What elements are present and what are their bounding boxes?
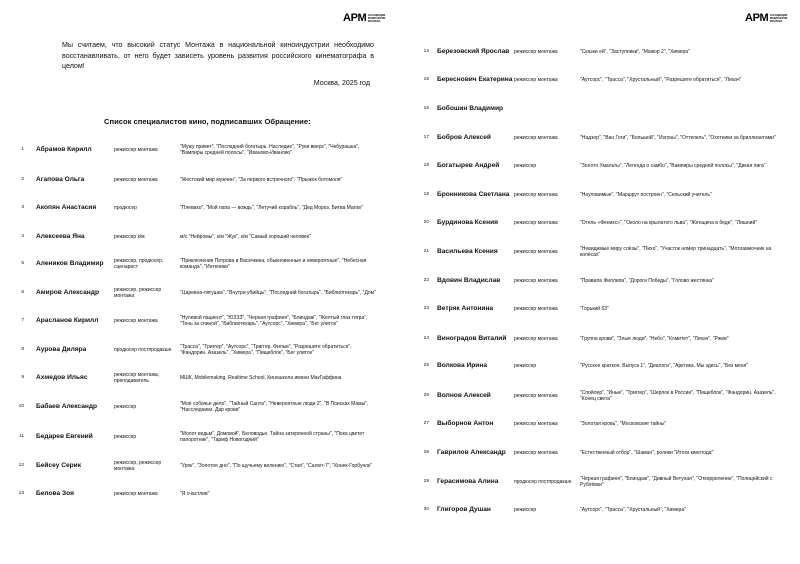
row-number: 12 bbox=[18, 463, 24, 468]
signatory-works: м/с "Нейромы", к/м "Жук", к/м "Самый хороший человек" bbox=[180, 234, 311, 240]
signatory-works: "Мужу привет", "Последний богатырь. Наследие", "Руки вверх", "Чебурашка", "Вампиры средней полосы", "Иваново-Иваново" bbox=[180, 144, 360, 157]
signatory-row bbox=[400, 126, 800, 150]
signatory-role: продюсер постпродакшн bbox=[514, 479, 572, 485]
row-number: 7 bbox=[21, 318, 24, 323]
signatory-name: Волкова Ирина bbox=[437, 362, 487, 369]
signatory-row bbox=[0, 482, 400, 506]
signatory-row bbox=[400, 240, 800, 264]
right-page bbox=[400, 0, 800, 564]
signatory-row bbox=[400, 354, 800, 378]
signatory-role: режиссер монтажа bbox=[514, 306, 558, 312]
row-number: 9 bbox=[21, 375, 24, 380]
signatory-role: режиссер bbox=[114, 404, 137, 410]
signatory-role: режиссер монтажа bbox=[114, 177, 158, 183]
signatory-role: режиссер монтажа bbox=[114, 491, 158, 497]
signatory-role: режиссер, продюсер, сценарист bbox=[114, 258, 164, 270]
logo-subtitle: АССОЦИАЦИЯ РЕЖИССЁРОВ МОНТАЖА bbox=[769, 13, 788, 23]
signatory-works: "Царевна-лягушка", "Внутри убийцы", "Последний богатырь", "Библиотекарь", "Дом" bbox=[180, 290, 376, 296]
row-number: 5 bbox=[21, 261, 24, 266]
signatory-works: "Урок", "Золотое дно", "По щучьему велению", "Стая", "Салют-7", "Конек-Горбунок" bbox=[180, 463, 372, 469]
signatory-row bbox=[0, 168, 400, 192]
row-number: 4 bbox=[21, 234, 24, 239]
signatory-row bbox=[0, 454, 400, 478]
signatory-row bbox=[400, 384, 800, 408]
signatory-name: Аурова Диляра bbox=[36, 346, 87, 353]
signatory-name: Бабаев Александр bbox=[36, 403, 98, 410]
row-number: 27 bbox=[423, 421, 429, 426]
signatory-name: Арасланов Кирилл bbox=[36, 317, 99, 324]
signatory-role: режиссер монтажа bbox=[514, 393, 558, 399]
signatory-row bbox=[0, 395, 400, 419]
signatory-name: Бобошин Владимир bbox=[437, 105, 504, 112]
signatory-role: режиссер монтажа bbox=[514, 336, 558, 342]
row-number: 13 bbox=[18, 491, 24, 496]
signatory-works: "Золото Умальты", "Легенда о самбо", "Вампиры средней полосы", "Дикая лига" bbox=[580, 163, 766, 169]
signatory-works: "Неуловимые", "Маршрут построен", "Сельский учитель" bbox=[580, 192, 712, 198]
signatory-works: МШК, Mobilemaking, Realtime School, Киношкола имени МакГаффина bbox=[180, 375, 342, 381]
signatory-name: Алексеева Яна bbox=[36, 233, 85, 240]
signatory-row bbox=[0, 196, 400, 220]
signatory-works: "Трасса", "Триггер", "Аутсорс", "Триггер. Фильм", "Разрешите обратиться", "Фандорин. Азазель", "Химера", "Пищеблок", "Бег улиток" bbox=[180, 344, 352, 357]
signatory-name: Березовский Ярослав bbox=[437, 48, 510, 55]
logo bbox=[745, 12, 786, 24]
signatory-name: Ахмедов Ильяс bbox=[36, 374, 88, 381]
row-number: 23 bbox=[423, 306, 429, 311]
signatory-row bbox=[400, 412, 800, 436]
row-number: 15 bbox=[423, 77, 429, 82]
row-number: 14 bbox=[423, 49, 429, 54]
signatory-name: Береснович Екатерина bbox=[437, 76, 513, 83]
signatory-name: Бурдинова Ксения bbox=[437, 219, 498, 226]
signatory-name: Бобров Алексей bbox=[437, 134, 491, 141]
signatory-role: режиссер bbox=[514, 507, 537, 513]
row-number: 24 bbox=[423, 336, 429, 341]
signatory-works: "Горький 53" bbox=[580, 306, 609, 312]
row-number: 25 bbox=[423, 363, 429, 368]
signatory-role: режиссер монтажа bbox=[514, 278, 558, 284]
signatory-row bbox=[400, 297, 800, 321]
logo bbox=[343, 12, 384, 24]
signatory-name: Выборнов Антон bbox=[437, 420, 494, 427]
signatory-works: "Я счастлив" bbox=[180, 491, 210, 497]
signatory-row bbox=[0, 138, 400, 162]
signatory-works: "Сказки ей", "Заступники", "Мажор 2", "Химера" bbox=[580, 49, 690, 55]
signatory-role: режиссер, режиссер монтажа bbox=[114, 287, 162, 299]
signatory-works: "Отель «Феникс»", "Около на крылатого льва", "Женщина в беде", "Лишний" bbox=[580, 220, 758, 226]
signatory-row bbox=[400, 97, 800, 121]
logo-subtitle: АССОЦИАЦИЯ РЕЖИССЁРОВ МОНТАЖА bbox=[367, 13, 386, 23]
signatory-role: режиссер bbox=[514, 163, 537, 169]
signatory-row bbox=[0, 309, 400, 333]
signatory-works: "Молот ведьм", Домовой", Беловодье. Тайна затерянной страны", "Пока цветет папоротник", "Тариф Новогодний" bbox=[180, 431, 365, 444]
signatory-name: Акопян Анастасия bbox=[36, 204, 97, 211]
signatory-works: "Черная графиня", "Блиндаж", "Дивный Ветуная", "Откорреление", "Полицейский с Рублёвки" bbox=[580, 476, 773, 489]
signatory-works: "Моё собачье дело", "Тайный Санта", "Невероятные люди 2", "В Поисках Мамы", "Насследники. Дар крови" bbox=[180, 401, 369, 414]
signatory-role: продюсер bbox=[114, 205, 137, 211]
signatory-role: режиссер монтажа bbox=[514, 450, 558, 456]
signatory-works: "Аутсорс", "Трасса", "Хрустальный", "Разрешите обратиться", "Лихач" bbox=[580, 77, 742, 83]
signatory-row bbox=[400, 470, 800, 494]
row-number: 29 bbox=[423, 479, 429, 484]
signatory-name: Виноградов Виталий bbox=[437, 335, 507, 342]
row-number: 2 bbox=[21, 177, 24, 182]
signatory-works: "Правила Филлипа", "Дороги Победы", "Голово жестянка" bbox=[580, 278, 714, 284]
signatory-row bbox=[0, 338, 400, 362]
signatory-role: режиссер bbox=[514, 363, 537, 369]
signatory-works: "Надзор", "Ван Гоги", "Большой", "Изгоны", "Оттепель", "Охотники за бриллиантами" bbox=[580, 135, 776, 141]
signatory-name: Васильева Ксения bbox=[437, 248, 498, 255]
row-number: 17 bbox=[423, 135, 429, 140]
signatory-role: режиссер монтажа bbox=[114, 318, 158, 324]
signatory-row bbox=[400, 327, 800, 351]
logo-mark: АРМ bbox=[745, 12, 769, 24]
signatory-row bbox=[400, 40, 800, 64]
signatory-row bbox=[400, 183, 800, 207]
signatory-name: Гаврилов Александр bbox=[437, 449, 506, 456]
signatory-works: "Золотая кровь", "Московские тайны" bbox=[580, 421, 667, 427]
signatory-name: Амиров Александр bbox=[36, 289, 99, 296]
signatory-role: продюсер постпродакшн bbox=[114, 347, 172, 353]
row-number: 22 bbox=[423, 278, 429, 283]
row-number: 16 bbox=[423, 106, 429, 111]
signatory-works: "Естественный отбор", "Шаман", ролики "Итоги кинотода" bbox=[580, 450, 714, 456]
signatory-row bbox=[400, 269, 800, 293]
signatory-works: "Нулевой пациент", "ЮЗЗЗ", "Черная графиня", "Блиндаж", "Желтый глаз тигра", "Тень за спиной", "Библиотекарь", "Аутсорс", "Химера", "Бег улиток" bbox=[180, 315, 368, 328]
signatory-role: режиссер bbox=[114, 434, 137, 440]
row-number: 8 bbox=[21, 347, 24, 352]
row-number: 28 bbox=[423, 450, 429, 455]
signatory-works: "Русское краткое. Выпуск 1", "Диалоги", "Арктика. Мы здесь", "Без меня" bbox=[580, 363, 749, 369]
row-number: 30 bbox=[423, 507, 429, 512]
signatory-name: Бедарев Евгений bbox=[36, 433, 93, 440]
signatory-name: Богатырев Андрей bbox=[437, 162, 500, 169]
row-number: 10 bbox=[18, 404, 24, 409]
signatory-role: режиссер монтажа bbox=[514, 135, 558, 141]
signatory-name: Алеников Владимир bbox=[36, 260, 104, 267]
row-number: 21 bbox=[423, 249, 429, 254]
signatory-name: Агапова Ольга bbox=[36, 176, 85, 183]
signatory-role: режиссер монтажа bbox=[514, 77, 558, 83]
row-number: 6 bbox=[21, 290, 24, 295]
signatory-role: режиссер монтажа bbox=[514, 49, 558, 55]
signatory-name: Ветряк Антонина bbox=[437, 305, 494, 312]
signatory-row bbox=[400, 68, 800, 92]
signatory-role: режиссер монтажа bbox=[114, 147, 158, 153]
row-number: 20 bbox=[423, 220, 429, 225]
signatory-role: режиссер к/м bbox=[114, 234, 145, 240]
logo-mark: АРМ bbox=[343, 12, 367, 24]
signatory-row bbox=[0, 252, 400, 276]
row-number: 26 bbox=[423, 393, 429, 398]
signatory-role: режиссер монтажа bbox=[514, 249, 558, 255]
row-number: 11 bbox=[19, 434, 24, 439]
signatory-role: режиссер монтажа bbox=[514, 192, 558, 198]
signoff: Москва, 2025 год bbox=[313, 79, 370, 87]
signatory-row bbox=[400, 441, 800, 465]
signatory-name: Абрамов Кирилл bbox=[36, 146, 92, 153]
signatory-works: "Жестокий мир мужчин", "За первого встречного", "Прыжок ботомоля" bbox=[180, 177, 343, 183]
signatory-name: Бронникова Светлана bbox=[437, 191, 510, 198]
signatory-role: режиссер монтажа, преподаватель bbox=[114, 372, 160, 384]
signatory-role: режиссер, режиссер монтажа bbox=[114, 460, 162, 472]
list-title: Список специалистов кино, подписавших Обращение: bbox=[104, 117, 311, 126]
signatory-row bbox=[0, 425, 400, 449]
signatory-role: режиссер монтажа bbox=[514, 421, 558, 427]
row-number: 18 bbox=[423, 163, 429, 168]
row-number: 3 bbox=[21, 205, 24, 210]
signatory-row bbox=[400, 211, 800, 235]
signatory-row bbox=[0, 225, 400, 249]
signatory-role: режиссер монтажа bbox=[514, 220, 558, 226]
signatory-row bbox=[0, 366, 400, 390]
row-number: 1 bbox=[21, 147, 24, 152]
signatory-name: Герасимова Алина bbox=[437, 478, 499, 485]
signatory-row bbox=[400, 154, 800, 178]
signatory-name: Бейсеу Серик bbox=[36, 462, 82, 469]
signatory-works: "Аутсорс", "Трасса", "Хрустальный", "Химера" bbox=[580, 507, 686, 513]
intro-paragraph: Мы считаем, что высокий статус Монтажа в национальной киноиндустрии необходимо восстанавливать, от него будет зависеть уровень развития российского кинематографа в целом! bbox=[62, 41, 374, 71]
signatory-works: "Приключения Петрова и Васечкина, обыкновенные и невероятные", "Небесная команда", "Интеники" bbox=[180, 258, 367, 271]
signatory-works: "Группа крови", "Злые люди", "Небо", "Комитет", "Лихач", "Ржев" bbox=[580, 336, 729, 342]
signatory-name: Волнов Алексей bbox=[437, 392, 491, 399]
signatory-works: "Невидимые миру слёзы", "Пихо", "Участок номер тринадцать", "Мотоамиочник на колёсах" bbox=[580, 246, 772, 259]
signatory-name: Глигоров Душан bbox=[437, 506, 491, 513]
row-number: 19 bbox=[423, 192, 429, 197]
signatory-works: "Плевако", "Мой папа — вождь", "Летучий корабль", "Дед Мороз. Битва Магов" bbox=[180, 205, 363, 211]
signatory-name: Белова Зоя bbox=[36, 490, 74, 497]
signatory-row bbox=[400, 498, 800, 522]
signatory-name: Вдовин Владислав bbox=[437, 277, 501, 284]
signatory-row bbox=[0, 281, 400, 305]
signatory-works: "Спойлер", "Иные", "Триггер", "Шерлок в России", "Пищеблок", "Фандорин. Азазель", "Конец света" bbox=[580, 390, 776, 403]
